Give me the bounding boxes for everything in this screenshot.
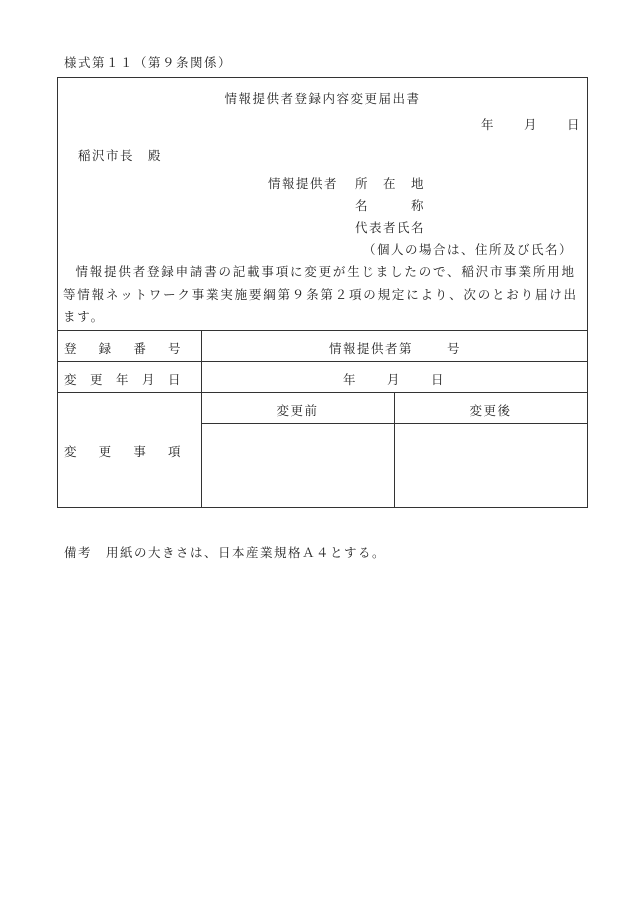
representative-label: 代表者氏名 xyxy=(355,220,426,235)
change-items-label: 変更事項 xyxy=(64,444,182,459)
registration-label: 登 録 番 号 xyxy=(64,341,182,356)
row-divider-2 xyxy=(58,392,587,393)
submitter-role: 情報提供者 xyxy=(268,176,339,191)
registration-value-suffix: 号 xyxy=(447,341,462,356)
after-value-cell[interactable] xyxy=(395,424,587,507)
individual-note: （個人の場合は、住所及び氏名） xyxy=(363,242,574,257)
date-day-label: 日 xyxy=(567,117,582,132)
before-header: 変更前 xyxy=(276,403,319,418)
address-label: 所 在 地 xyxy=(355,176,426,191)
before-value-cell[interactable] xyxy=(202,424,393,507)
form-number: 様式第１１（第９条関係） xyxy=(64,55,233,70)
form-frame xyxy=(57,77,588,508)
table-top-border xyxy=(58,330,587,331)
change-date-year: 年 xyxy=(343,372,358,387)
after-header: 変更後 xyxy=(469,403,512,418)
body-text: 情報提供者登録申請書の記載事項に変更が生じましたので、稲沢市事業所用地等情報ネットワーク事業実施要綱第９条第２項の規定により、次のとおり届け出ます。 xyxy=(63,264,578,324)
registration-value-prefix: 情報提供者第 xyxy=(329,341,414,356)
row-divider-1 xyxy=(58,361,587,362)
change-date-label: 変更年月日 xyxy=(64,372,182,387)
remarks: 備考 用紙の大きさは、日本産業規格Ａ４とする。 xyxy=(64,545,387,560)
form-title: 情報提供者登録内容変更届出書 xyxy=(224,91,421,106)
name-label: 名 称 xyxy=(355,198,426,213)
date-month-label: 月 xyxy=(524,117,539,132)
change-date-day: 日 xyxy=(431,372,446,387)
addressee: 稲沢市長 殿 xyxy=(78,148,163,163)
date-year-label: 年 xyxy=(481,117,496,132)
change-date-month: 月 xyxy=(387,372,402,387)
